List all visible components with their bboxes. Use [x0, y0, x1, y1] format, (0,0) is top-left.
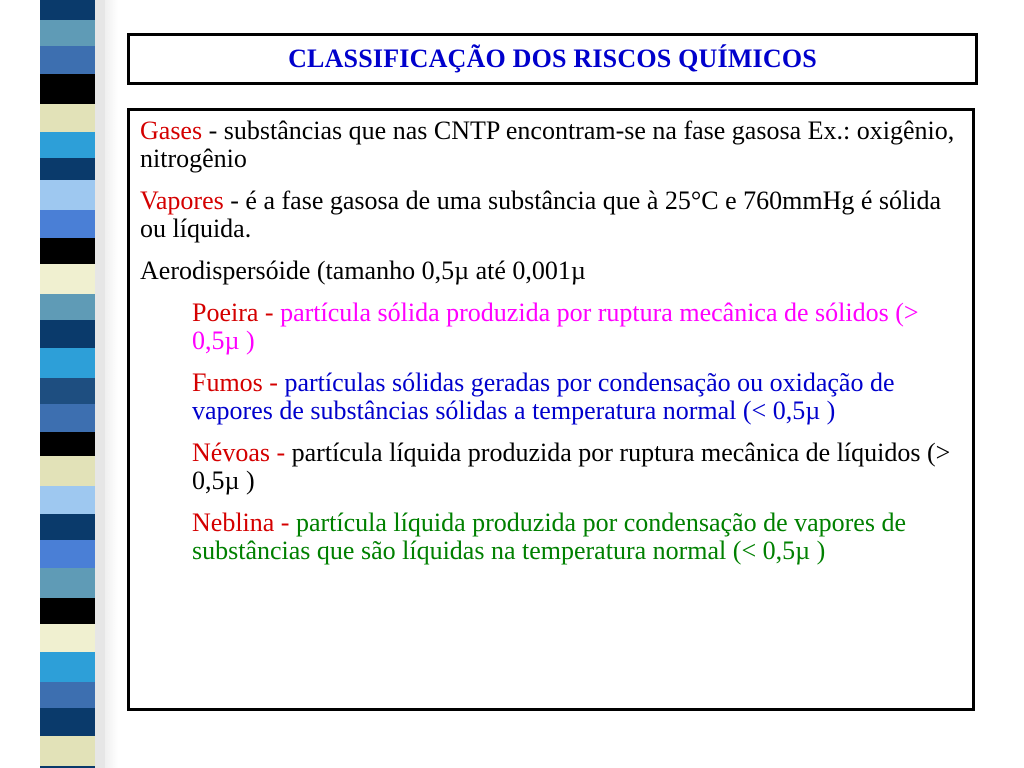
- term-fumos: Fumos -: [192, 368, 285, 397]
- title-box: [127, 33, 978, 85]
- text-vapores: - é a fase gasosa de uma substância que à 25°C e 760mmHg é sólida ou líquida.: [140, 186, 942, 243]
- decorative-stripe: [0, 0, 118, 768]
- stripe-segment: [40, 46, 95, 74]
- stripe-segment: [40, 514, 95, 540]
- stripe-segment: [40, 238, 95, 264]
- term-neblina: Neblina -: [192, 508, 296, 537]
- stripe-bars: [40, 0, 95, 768]
- stripe-segment: [40, 104, 95, 132]
- stripe-segment: [40, 456, 95, 486]
- stripe-segment: [40, 0, 95, 20]
- term-nevoas: Névoas -: [192, 438, 292, 467]
- text-poeira: partícula sólida produzida por ruptura mecânica de sólidos (> 0,5µ ): [192, 298, 919, 355]
- paragraph-nevoas: [140, 439, 962, 495]
- stripe-segment: [40, 20, 95, 46]
- term-poeira: Poeira -: [192, 298, 281, 327]
- stripe-segment: [40, 540, 95, 568]
- stripe-segment: [40, 736, 95, 766]
- stripe-segment: [40, 294, 95, 320]
- stripe-segment: [40, 708, 95, 736]
- stripe-segment: [40, 264, 95, 294]
- term-gases: Gases: [140, 116, 203, 145]
- stripe-segment: [40, 378, 95, 404]
- content-box: [127, 108, 975, 711]
- stripe-segment: [40, 74, 95, 104]
- stripe-segment: [40, 320, 95, 348]
- paragraph-gases: [140, 117, 962, 173]
- text-neblina: partícula líquida produzida por condensação de vapores de substâncias que são líquidas na temperatura normal (< 0,5µ ): [192, 508, 907, 565]
- text-nevoas: partícula líquida produzida por ruptura mecânica de líquidos (> 0,5µ ): [192, 438, 951, 495]
- stripe-segment: [40, 404, 95, 432]
- stripe-segment: [40, 652, 95, 682]
- page-title: CLASSIFICAÇÃO DOS RISCOS QUÍMICOS: [288, 44, 817, 73]
- stripe-segment: [40, 348, 95, 378]
- stripe-segment: [40, 598, 95, 624]
- paragraph-poeira: [140, 299, 962, 355]
- paragraph-fumos: [140, 369, 962, 425]
- stripe-segment: [40, 180, 95, 210]
- term-vapores: Vapores: [140, 186, 224, 215]
- paragraph-neblina: [140, 509, 962, 565]
- stripe-segment: [40, 158, 95, 180]
- stripe-segment: [40, 624, 95, 652]
- stripe-segment: [40, 132, 95, 158]
- paragraph-aerodispersoide: Aerodispersóide (tamanho 0,5µ até 0,001µ: [140, 256, 586, 285]
- stripe-segment: [40, 568, 95, 598]
- stripe-segment: [40, 210, 95, 238]
- text-gases: - substâncias que nas CNTP encontram-se na fase gasosa Ex.: oxigênio, nitrogênio: [140, 116, 955, 173]
- stripe-segment: [40, 682, 95, 708]
- stripe-segment: [40, 432, 95, 456]
- text-fumos: partículas sólidas geradas por condensação ou oxidação de vapores de substâncias sólidas a temperatura normal (< 0,5µ ): [192, 368, 895, 425]
- stripe-segment: [40, 486, 95, 514]
- paragraph-vapores: [140, 187, 962, 243]
